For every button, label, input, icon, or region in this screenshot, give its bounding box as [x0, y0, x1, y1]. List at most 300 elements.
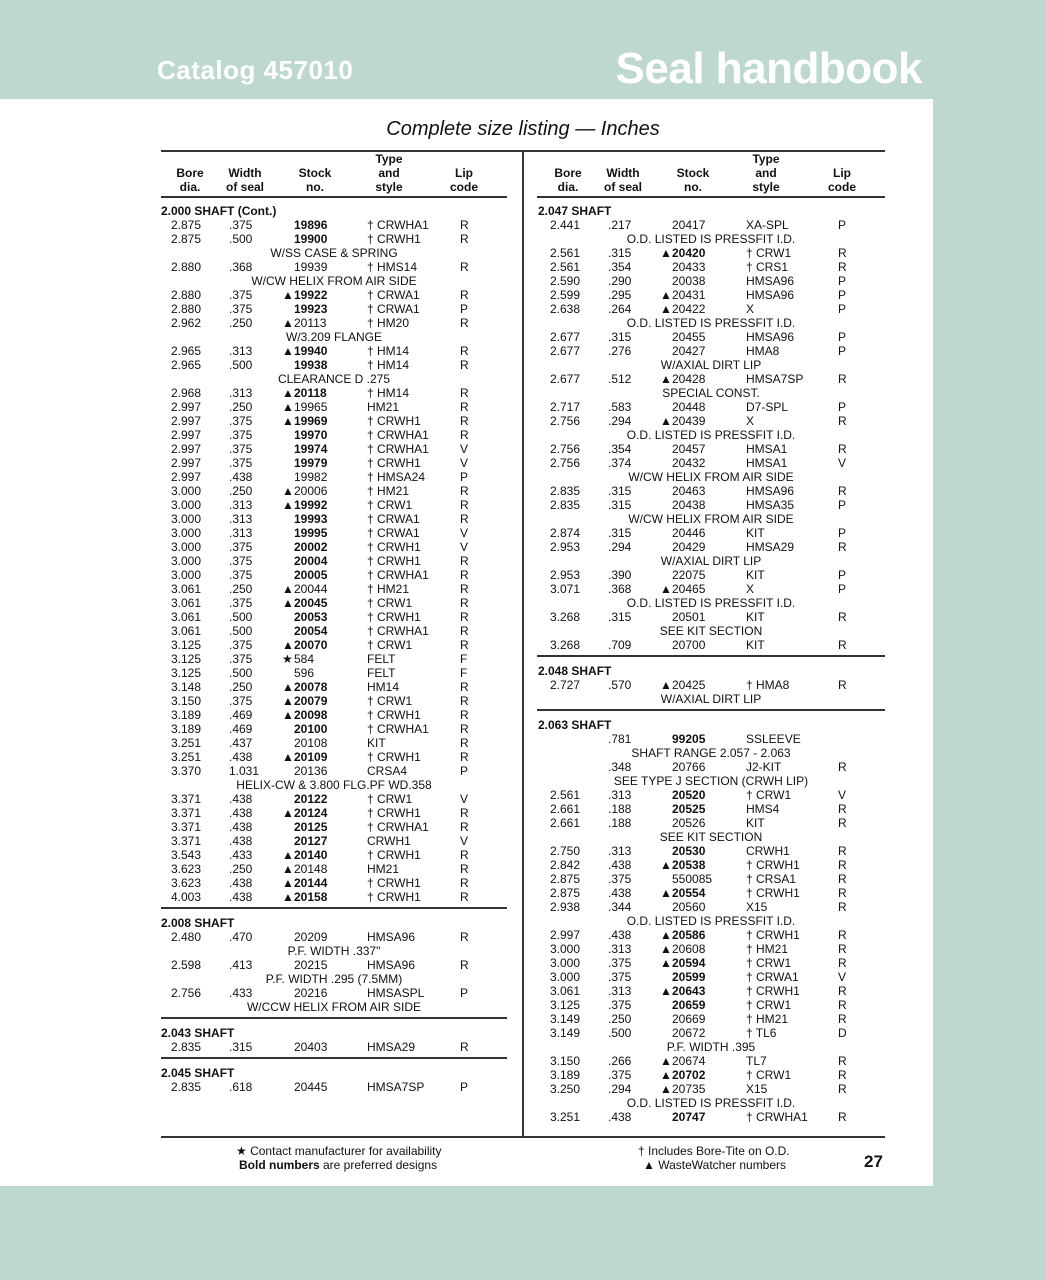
table-row	[0, 554, 1046, 568]
column-header-width: Width	[228, 166, 262, 180]
bore-cell: 3.000	[171, 540, 202, 554]
type-cell: † CRWHA1	[367, 428, 429, 442]
width-cell: 1.031	[229, 764, 260, 778]
width-cell: .437	[229, 736, 253, 750]
type-cell: † HM20	[367, 316, 410, 330]
width-cell: .250	[229, 484, 253, 498]
lip-cell: R	[460, 890, 469, 904]
table-row	[0, 540, 1046, 554]
type-cell: D7-SPL	[746, 400, 789, 414]
mark-cell: ▲	[282, 414, 294, 428]
lip-cell: R	[460, 1040, 469, 1054]
type-cell: † HM21	[746, 942, 789, 956]
lip-cell: R	[460, 218, 469, 232]
width-cell: .375	[229, 554, 253, 568]
bore-cell: 2.875	[550, 872, 581, 886]
lip-cell: V	[460, 834, 469, 848]
row-note: W/CW HELIX FROM AIR SIDE	[628, 512, 794, 526]
lip-cell: R	[460, 848, 469, 862]
column-header-type: style	[375, 180, 403, 194]
type-cell: † CRWHA1	[367, 442, 429, 456]
stock-cell: 20465	[672, 582, 706, 596]
row-note: P.F. WIDTH .337"	[287, 944, 381, 958]
row-note: O.D. LISTED IS PRESSFIT I.D.	[626, 914, 796, 928]
table-row	[0, 694, 1046, 708]
width-cell: .313	[229, 386, 253, 400]
type-cell: HMSA29	[367, 1040, 416, 1054]
type-cell: † CRWH1	[367, 232, 421, 246]
bore-cell: 3.189	[171, 722, 202, 736]
bore-cell: 3.061	[171, 610, 202, 624]
type-cell: SSLEEVE	[746, 732, 801, 746]
type-cell: HMS4	[746, 802, 780, 816]
column-header-type: and	[378, 166, 400, 180]
bore-cell: 3.149	[550, 1026, 581, 1040]
width-cell: .375	[229, 540, 253, 554]
bore-cell: 3.000	[171, 554, 202, 568]
lip-cell: F	[460, 666, 468, 680]
stock-cell: 19993	[294, 512, 328, 526]
stock-cell: 20594	[672, 956, 706, 970]
table-row	[0, 1040, 1046, 1054]
bore-cell: 2.561	[550, 788, 581, 802]
stock-cell: 20098	[294, 708, 328, 722]
lip-cell: R	[460, 638, 469, 652]
stock-cell: 20438	[672, 498, 706, 512]
lip-cell: R	[838, 760, 847, 774]
bore-cell: 3.000	[171, 498, 202, 512]
stock-cell: 20432	[672, 456, 706, 470]
bore-cell: 2.997	[171, 428, 202, 442]
mark-cell: ▲	[660, 288, 672, 302]
stock-cell: 20216	[294, 986, 328, 1000]
stock-cell: 19992	[294, 498, 328, 512]
type-cell: † CRWH1	[746, 886, 800, 900]
stock-cell: 20006	[294, 484, 328, 498]
stock-cell: 20659	[672, 998, 706, 1012]
lip-cell: R	[460, 876, 469, 890]
bore-cell: 2.756	[171, 986, 202, 1000]
table-row	[0, 246, 1046, 260]
width-cell: .469	[229, 708, 253, 722]
type-cell: CRSA4	[367, 764, 408, 778]
type-cell: CRWH1	[367, 834, 411, 848]
table-row	[0, 858, 1046, 872]
type-cell: KIT	[746, 526, 765, 540]
stock-cell: 20525	[672, 802, 706, 816]
header-rule-left	[161, 196, 507, 198]
section-heading: 2.045 SHAFT	[161, 1066, 235, 1080]
type-cell: † CRWH1	[367, 806, 421, 820]
bore-cell: 3.000	[171, 484, 202, 498]
mark-cell: ▲	[282, 862, 294, 876]
stock-cell: 20144	[294, 876, 328, 890]
bore-cell: 2.561	[550, 260, 581, 274]
bore-cell: 2.835	[171, 1040, 202, 1054]
bore-cell: 2.953	[550, 568, 581, 582]
table-row	[0, 802, 1046, 816]
stock-cell: 596	[294, 666, 315, 680]
width-cell: .315	[608, 246, 632, 260]
bore-cell: 3.371	[171, 820, 202, 834]
lip-cell: R	[460, 680, 469, 694]
table-row	[0, 218, 1046, 232]
table-row	[0, 498, 1046, 512]
bore-cell: 3.370	[171, 764, 202, 778]
column-header-bore: dia.	[179, 180, 201, 194]
type-cell: † CRWH1	[746, 928, 800, 942]
row-note: W/AXIAL DIRT LIP	[660, 358, 762, 372]
row-note: P.F. WIDTH .295 (7.5MM)	[265, 972, 403, 986]
width-cell: .500	[229, 624, 253, 638]
section-heading: 2.043 SHAFT	[161, 1026, 235, 1040]
mark-cell: ▲	[660, 886, 672, 900]
row-note: O.D. LISTED IS PRESSFIT I.D.	[626, 316, 796, 330]
lip-cell: R	[460, 568, 469, 582]
type-cell: † CRWA1	[367, 288, 420, 302]
lip-cell: R	[460, 400, 469, 414]
lip-cell: R	[838, 956, 847, 970]
stock-cell: 19982	[294, 470, 328, 484]
bore-cell: 2.880	[171, 302, 202, 316]
width-cell: .295	[608, 288, 632, 302]
type-cell: † CRWH1	[367, 708, 421, 722]
type-cell: † CRWHA1	[367, 218, 429, 232]
lip-cell: V	[460, 540, 469, 554]
table-row	[0, 372, 1046, 386]
column-header-type: Type	[752, 152, 780, 166]
table-row	[0, 288, 1046, 302]
bore-cell: 3.000	[171, 526, 202, 540]
width-cell: .315	[608, 498, 632, 512]
row-note: HELIX-CW & 3.800 FLG.PF WD.358	[236, 778, 432, 792]
bore-cell: 3.000	[550, 956, 581, 970]
width-cell: .500	[229, 358, 253, 372]
bore-cell: 2.962	[171, 316, 202, 330]
type-cell: † CRWHA1	[746, 1110, 808, 1124]
lip-cell: R	[460, 736, 469, 750]
mark-cell: ▲	[282, 316, 294, 330]
stock-cell: 20747	[672, 1110, 706, 1124]
column-header-width: Width	[606, 166, 640, 180]
stock-cell: 19939	[294, 260, 328, 274]
type-cell: FELT	[367, 652, 396, 666]
mark-cell: ▲	[660, 1068, 672, 1082]
lip-cell: R	[460, 958, 469, 972]
type-cell: HMSA96	[367, 958, 416, 972]
stock-cell: 20403	[294, 1040, 328, 1054]
lip-cell: P	[838, 344, 847, 358]
bore-cell: 3.061	[550, 984, 581, 998]
bore-cell: 3.623	[171, 862, 202, 876]
column-header-stock: no.	[306, 180, 324, 194]
type-cell: † CRWHA1	[367, 568, 429, 582]
type-cell: † CRWH1	[746, 984, 800, 998]
stock-cell: 20118	[294, 386, 327, 400]
mark-cell: ▲	[660, 984, 672, 998]
stock-cell: 20125	[294, 820, 328, 834]
lip-cell: R	[838, 1110, 847, 1124]
width-cell: .433	[229, 848, 253, 862]
width-cell: .294	[608, 414, 632, 428]
type-cell: † HM21	[367, 582, 410, 596]
bore-cell: 3.623	[171, 876, 202, 890]
stock-cell: 20054	[294, 624, 328, 638]
lip-cell: R	[460, 554, 469, 568]
bore-cell: 2.997	[171, 470, 202, 484]
type-cell: † CRWHA1	[367, 722, 429, 736]
stock-cell: 20554	[672, 886, 706, 900]
type-cell: † CRW1	[746, 956, 792, 970]
lip-cell: R	[460, 722, 469, 736]
width-cell: .313	[608, 942, 632, 956]
stock-cell: 20038	[672, 274, 706, 288]
stock-cell: 19923	[294, 302, 328, 316]
stock-cell: 19974	[294, 442, 328, 456]
type-cell: HM14	[367, 680, 400, 694]
bore-cell: 2.598	[171, 958, 202, 972]
width-cell: .433	[229, 986, 253, 1000]
stock-cell: 20215	[294, 958, 328, 972]
stock-cell: 20079	[294, 694, 328, 708]
row-note: SPECIAL CONST.	[662, 386, 760, 400]
type-cell: CRWH1	[746, 844, 790, 858]
dagger-footnote: † Includes Bore-Tite on O.D.	[638, 1144, 790, 1158]
column-header-type: Type	[375, 152, 403, 166]
lip-cell: R	[460, 930, 469, 944]
column-header-bore: Bore	[176, 166, 204, 180]
bore-cell: 3.268	[550, 638, 581, 652]
stock-cell: 20700	[672, 638, 706, 652]
type-cell: † CRW1	[746, 998, 792, 1012]
width-cell: .469	[229, 722, 253, 736]
type-cell: † CRWH1	[367, 414, 421, 428]
table-row	[0, 1012, 1046, 1026]
width-cell: .438	[608, 858, 632, 872]
lip-cell: R	[460, 260, 469, 274]
type-cell: HMSA29	[746, 540, 795, 554]
stock-cell: 20425	[672, 678, 706, 692]
table-row	[0, 1026, 1046, 1040]
stock-cell: 20457	[672, 442, 706, 456]
page-title: Complete size listing — Inches	[386, 118, 660, 140]
bold-footnote-text: are preferred designs	[319, 1158, 438, 1172]
bore-cell: 3.125	[171, 666, 202, 680]
lip-cell: R	[460, 708, 469, 722]
stock-cell: 19940	[294, 344, 328, 358]
stock-cell: 19896	[294, 218, 328, 232]
type-cell: † CRWH1	[367, 610, 421, 624]
type-cell: HM21	[367, 862, 400, 876]
table-row	[0, 260, 1046, 274]
mark-cell: ▲	[282, 344, 294, 358]
bore-cell: 2.756	[550, 414, 581, 428]
row-note: W/3.209 FLANGE	[285, 330, 383, 344]
column-header-lip: Lip	[833, 166, 851, 180]
bore-cell: 2.750	[550, 844, 581, 858]
table-row	[0, 274, 1046, 288]
stock-cell: 20070	[294, 638, 328, 652]
lip-cell: R	[460, 750, 469, 764]
bore-cell: 2.880	[171, 288, 202, 302]
table-row	[0, 428, 1046, 442]
width-cell: .375	[229, 442, 253, 456]
column-header-lip: code	[827, 180, 856, 194]
lip-cell: P	[838, 498, 847, 512]
bore-cell: 2.968	[171, 386, 202, 400]
type-cell: † CRW1	[746, 1068, 792, 1082]
row-note: W/SS CASE & SPRING	[270, 246, 398, 260]
lip-cell: R	[460, 232, 469, 246]
type-cell: HMSA1	[746, 442, 788, 456]
width-cell: .438	[229, 470, 253, 484]
bore-cell: 2.997	[171, 456, 202, 470]
stock-cell: 20078	[294, 680, 328, 694]
stock-cell: 20127	[294, 834, 328, 848]
bore-cell: 2.875	[550, 886, 581, 900]
row-note: SHAFT RANGE 2.057 - 2.063	[631, 746, 791, 760]
stock-cell: 20669	[672, 1012, 706, 1026]
column-header-stock: Stock	[298, 166, 332, 180]
lip-cell: R	[460, 484, 469, 498]
type-cell: † CRWA1	[367, 512, 420, 526]
row-note: O.D. LISTED IS PRESSFIT I.D.	[626, 596, 796, 610]
lip-cell: P	[838, 302, 847, 316]
stock-cell: 20044	[294, 582, 328, 596]
lip-cell: R	[838, 998, 847, 1012]
bore-cell: 3.371	[171, 792, 202, 806]
bore-cell: 3.000	[550, 942, 581, 956]
bore-cell: 2.938	[550, 900, 581, 914]
stock-cell: 19965	[294, 400, 328, 414]
stock-cell: 20100	[294, 722, 328, 736]
lip-cell: R	[838, 1012, 847, 1026]
type-cell: † TL6	[746, 1026, 777, 1040]
mark-cell: ▲	[660, 956, 672, 970]
column-header-type: and	[755, 166, 777, 180]
type-cell: HMSA96	[746, 484, 795, 498]
bold-footnote	[239, 1158, 437, 1172]
row-note: SEE TYPE J SECTION (CRWH LIP)	[613, 774, 809, 788]
stock-cell: 20417	[672, 218, 706, 232]
row-note: W/CCW HELIX FROM AIR SIDE	[246, 1000, 421, 1014]
lip-cell: R	[838, 872, 847, 886]
lip-cell: R	[838, 678, 847, 692]
mark-cell: ▲	[660, 678, 672, 692]
table-row	[0, 1054, 1046, 1068]
stock-cell: 19922	[294, 288, 328, 302]
bore-cell: 2.590	[550, 274, 581, 288]
mark-cell: ▲	[660, 858, 672, 872]
lip-cell: R	[838, 844, 847, 858]
width-cell: .217	[608, 218, 632, 232]
lip-cell: R	[838, 928, 847, 942]
stock-cell: 20672	[672, 1026, 706, 1040]
bore-cell: 2.953	[550, 540, 581, 554]
table-row	[0, 970, 1046, 984]
bore-cell: 2.677	[550, 330, 581, 344]
lip-cell: R	[460, 344, 469, 358]
stock-cell: 22075	[672, 568, 706, 582]
lip-cell: R	[460, 512, 469, 526]
bore-cell: 3.251	[171, 750, 202, 764]
lip-cell: P	[460, 1080, 469, 1094]
bore-cell: 2.880	[171, 260, 202, 274]
type-cell: † CRWH1	[367, 554, 421, 568]
type-cell: KIT	[746, 610, 765, 624]
bore-cell: 2.835	[550, 498, 581, 512]
bore-cell: 3.268	[550, 610, 581, 624]
bore-cell: 3.000	[550, 970, 581, 984]
header-rule-right	[537, 196, 885, 198]
triangle-footnote: ▲ WasteWatcher numbers	[643, 1158, 787, 1172]
column-header-stock: Stock	[676, 166, 710, 180]
table-row	[0, 872, 1046, 886]
bore-cell: 2.441	[550, 218, 581, 232]
bore-cell: 2.997	[171, 414, 202, 428]
bore-cell: 3.061	[171, 596, 202, 610]
lip-cell: R	[838, 1068, 847, 1082]
table-row	[0, 610, 1046, 624]
bore-cell: 3.148	[171, 680, 202, 694]
bottom-rule	[161, 1136, 885, 1138]
bore-cell: 3.125	[171, 638, 202, 652]
stock-cell: 20053	[294, 610, 328, 624]
table-row	[0, 788, 1046, 802]
table-row	[0, 984, 1046, 998]
width-cell: .315	[229, 1040, 253, 1054]
stock-cell: 20702	[672, 1068, 706, 1082]
type-cell: † CRW1	[367, 792, 413, 806]
stock-cell: 20766	[672, 760, 706, 774]
row-note: O.D. LISTED IS PRESSFIT I.D.	[626, 1096, 796, 1110]
width-cell: .375	[608, 872, 632, 886]
table-row	[0, 1110, 1046, 1124]
column-header-lip: code	[449, 180, 478, 194]
stock-cell: 20735	[672, 1082, 706, 1096]
bore-cell: 2.874	[550, 526, 581, 540]
bore-cell: 3.251	[171, 736, 202, 750]
mark-cell: ▲	[660, 1082, 672, 1096]
mark-cell: ▲	[660, 928, 672, 942]
table-row	[0, 900, 1046, 914]
column-header-stock: no.	[684, 180, 702, 194]
type-cell: HMSA7SP	[746, 372, 804, 386]
column-header-bore: dia.	[557, 180, 579, 194]
stock-cell: 20428	[672, 372, 706, 386]
bore-cell: 2.965	[171, 358, 202, 372]
lip-cell: R	[838, 372, 847, 386]
width-cell: .375	[229, 288, 253, 302]
bore-cell: 2.727	[550, 678, 581, 692]
width-cell: .438	[229, 792, 253, 806]
lip-cell: R	[460, 288, 469, 302]
type-cell: † CRW1	[367, 498, 413, 512]
bore-cell: 2.756	[550, 456, 581, 470]
width-cell: .709	[608, 638, 632, 652]
type-cell: † CRWA1	[367, 302, 420, 316]
type-cell: † CRWA1	[746, 970, 799, 984]
lip-cell: R	[838, 442, 847, 456]
type-cell: HMSA96	[746, 274, 795, 288]
stock-cell: 20530	[672, 844, 706, 858]
type-cell: † CRWH1	[367, 456, 421, 470]
stock-cell: 20439	[672, 414, 706, 428]
column-header-type: style	[752, 180, 780, 194]
lip-cell: V	[838, 970, 847, 984]
lip-cell: P	[460, 470, 469, 484]
type-cell: † CRW1	[367, 694, 413, 708]
